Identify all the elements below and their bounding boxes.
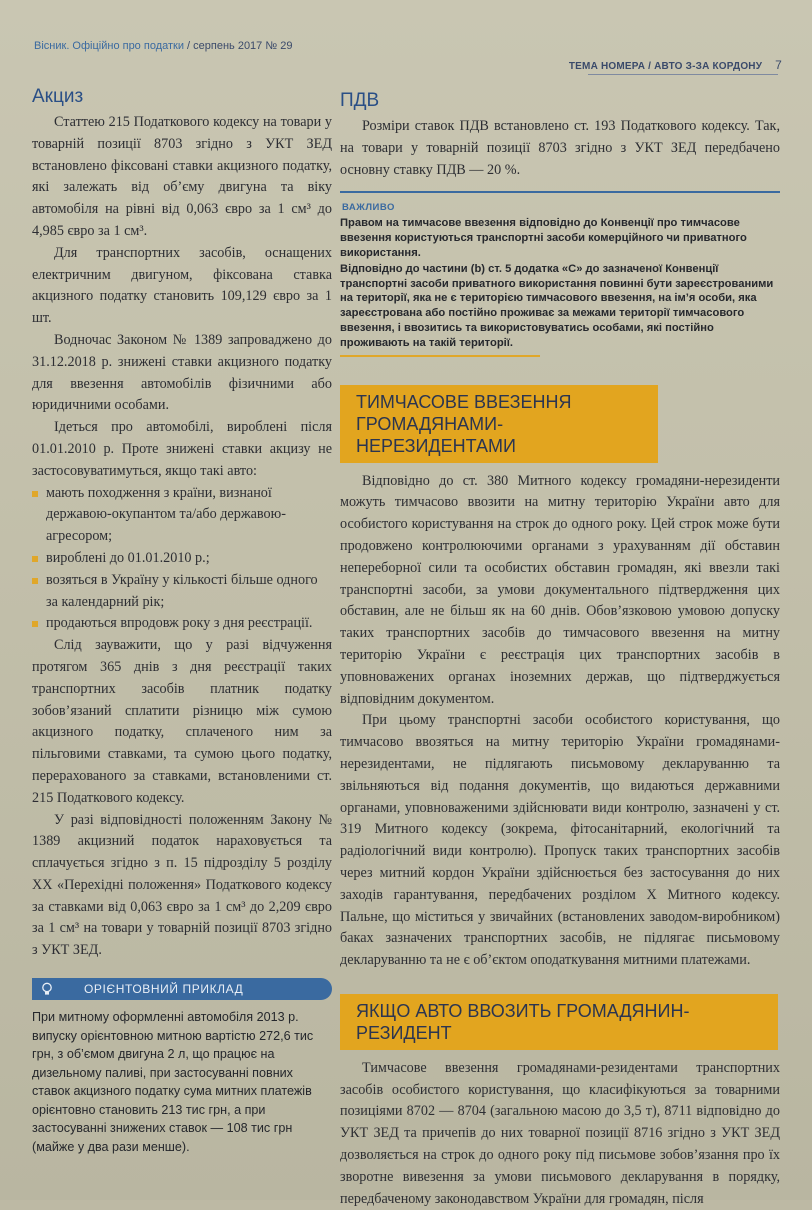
running-header-right — [569, 58, 782, 72]
excise-paragraph-4: Ідеться про автомобілі, вироблені після 01.01.2010 р. Проте знижені ставки акцизу не застосовуватимуться, якщо такі авто: — [32, 419, 332, 479]
left-column — [32, 86, 332, 1156]
list-item: возяться в Україну у кількості більше одного за календарний рік; — [32, 570, 332, 614]
square-bullet-icon — [32, 578, 38, 584]
vat-heading: ПДВ — [340, 90, 380, 111]
nonresidents-paragraph-1: Відповідно до ст. 380 Митного кодексу громадяни-нерезиденти можуть тимчасово ввозити на митну територію України авто для особистого користування на строк до одного року. Цей строк може бути продовжено контролюючими органами з урахуванням дії обставин непереборної сили та особистих обставин громадян, які ввезли такі транспортні засоби, за умови документального підтвердження цих обставин, але не більш як на 60 днів. Обов’язковою умовою допуску таких транспортних засобів до тимчасового ввезення на митну територію України є реєстрація цих транспортних засобів в уповноважених органах іноземних держав, що підтверджується відповідним документом. — [340, 472, 780, 707]
square-bullet-icon — [32, 556, 38, 562]
running-header-left — [34, 40, 292, 52]
section-title: ТЕМА НОМЕРА / АВТО З-ЗА КОРДОНУ — [568, 61, 763, 72]
header-divider — [588, 74, 778, 75]
magazine-brand: Вісник. Офіційно про податки — [34, 40, 184, 52]
issue-info: / серпень 2017 № 29 — [183, 40, 293, 52]
list-item: продаються впродовж року з дня реєстрації. — [32, 613, 332, 635]
example-text: При митному оформленні автомобіля 2013 р. випуску орієнтовною митною вартістю 272,6 тис грн, з об’ємом двигуна 2 л, що працює на дизельному паливі, при застосуванні повних ставок акцизного податку сума митних платежів орієнтовно становить 213 тис грн, а при застосуванні знижених ставок — 108 тис грн (майже у два рази менше). — [32, 1010, 314, 1154]
lightbulb-icon — [40, 982, 54, 996]
residents-body — [340, 1058, 780, 1210]
important-paragraph-2: Відповідно до частини (b) ст. 5 додатка «С» до зазначеної Конвенції транспортні засоби приватного використання повинні бути зареєстрованими на території, яка не є територією тимчасового ввезення, на ім’я особи, яка зареєстрована або постійно проживає за межами території тимчасового ввезення, і ввозитись та використовуватись особами, які постійно проживають на такій території. — [340, 262, 774, 349]
nonresidents-body — [340, 471, 780, 972]
example-label-bar — [32, 978, 332, 1000]
vat-paragraph: Розміри ставок ПДВ встановлено ст. 193 Податкового кодексу. Так, на товари у товарній позиції 8703 згідно з УКТ ЗЕД передбачено основну ставку ПДВ — 20 %. — [340, 118, 780, 178]
excise-paragraph-5: Слід зауважити, що у разі відчуження протягом 365 днів з дня реєстрації таких транспортних засобів платник податку зобов’язаний сплатити різницю між сумою акцизного податку, сплаченого ним за пільговими ставками, та сумою цього податку, перерахованого за ставками, встановленими ст. 215 Податкового кодексу. — [32, 637, 332, 806]
list-item: вироблені до 01.01.2010 р.; — [32, 548, 332, 570]
residents-banner: ЯКЩО АВТО ВВОЗИТЬ ГРОМАДЯНИН-РЕЗИДЕНТ — [340, 994, 778, 1050]
excise-conditions-list — [32, 483, 332, 636]
excise-paragraph-3: Водночас Законом № 1389 запроваджено до 31.12.2018 р. знижені ставки акцизного податку для ввезення автомобілів фізичними або юридичними особами. — [32, 331, 332, 414]
excise-paragraph-6: У разі відповідності положенням Закону № 1389 акцизний податок нараховується та сплачується згідно з п. 15 підрозділу 5 розділу XX «Перехідні положення» Податкового кодексу за ставками від 0,063 євро за 1 см³ до 2,209 євро за 1 см³ на товари у товарній позиції 8703 згідно з УКТ ЗЕД. — [32, 811, 332, 959]
residents-paragraph-1: Тимчасове ввезення громадянами-резидентами транспортних засобів особистого користування, що класифікуються за товарними позиціями 8702 — 8704 (загальною масою до 3,5 т), 8711 відповідно до УКТ ЗЕД та причепів до них товарної позиції 8716 згідно з УКТ ЗЕД дозволяється на строк до одного року під письмове зобов’язання про їх зворотне вивезення за умови письмового декларування в порядку, передбаченому законодавством України для громадян, після — [340, 1059, 780, 1207]
page-number: 7 — [775, 58, 782, 72]
important-note — [340, 191, 780, 356]
example-label: ОРІЄНТОВНИЙ ПРИКЛАД — [84, 982, 244, 997]
example-box — [32, 978, 332, 1156]
right-column — [340, 90, 780, 1210]
excise-paragraph-2: Для транспортних засобів, оснащених електричним двигуном, фіксована ставка акцизного податку становить 109,129 євро за 1 шт. — [32, 244, 332, 327]
note-divider — [340, 355, 540, 357]
square-bullet-icon — [32, 621, 38, 627]
important-tag: ВАЖЛИВО — [342, 202, 395, 214]
square-bullet-icon — [32, 491, 38, 497]
excise-heading: Акциз — [32, 86, 84, 107]
nonresidents-paragraph-2: При цьому транспортні засоби особистого користування, що тимчасово ввозяться на митну територію України громадянами-нерезидентами, не підлягають письмовому декларуванню та звільняються від подання документів, що видаються державними органами, уповноваженими здійснювати види контролю, зазначені у ст. 319 Митного кодексу (зокрема, фітосанітарний, екологічний та радіологічний види контролю). Пропуск таких транспортних засобів через митний кордон України здійснюється без застосування до них заходів гарантування, передбачених розділом Х Митного кодексу. Пальне, що міститься у звичайних (встановлених заводом-виробником) баках зазначених транспортних засобів, не підлягає письмовому декларуванню та не є об’єктом оподаткування митними платежами. — [340, 712, 780, 969]
nonresidents-banner: ТИМЧАСОВЕ ВВЕЗЕННЯ ГРОМАДЯНАМИ-НЕРЕЗИДЕНТАМИ — [340, 385, 658, 463]
important-paragraph-1: Правом на тимчасове ввезення відповідно до Конвенції про тимчасове ввезення користуються транспортні засоби комерційного чи приватного використання. — [340, 217, 747, 259]
list-item: мають походження з країни, визнаної державою-окупантом та/або державою-агресором; — [32, 483, 332, 548]
excise-paragraph-1: Статтею 215 Податкового кодексу на товари у товарній позиції 8703 згідно з УКТ ЗЕД встановлено фіксовані ставки акцизного податку, які залежать від об’єму двигуна та віку автомобіля на рівні від 0,063 євро за 1 см³ до 4,985 євро за 1 см³. — [32, 114, 332, 239]
